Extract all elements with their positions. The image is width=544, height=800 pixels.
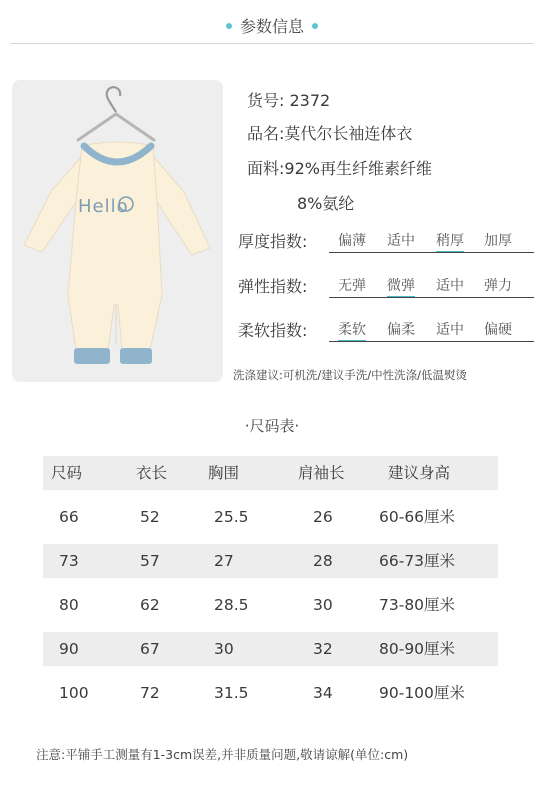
item-number-value: 2372 (289, 91, 331, 110)
table-row (43, 676, 498, 710)
elasticity-scale-line (329, 297, 534, 298)
left-cuff (74, 348, 110, 364)
table-header-cell: 衣长 (136, 464, 168, 482)
table-header-cell: 尺码 (51, 464, 83, 482)
table-cell: 30 (214, 640, 234, 658)
softness-scale (238, 318, 534, 342)
table-cell: 34 (313, 684, 333, 702)
table-cell: 90 (59, 640, 79, 658)
table-cell: 31.5 (214, 684, 249, 702)
table-cell: 67 (140, 640, 160, 658)
thickness-scale-line (329, 252, 534, 253)
table-cell: 28 (313, 552, 333, 570)
fabric-value-2: 8%氨纶 (297, 194, 355, 213)
table-cell: 27 (214, 552, 234, 570)
item-number-label: 货号: (247, 91, 285, 110)
softness-option: 偏柔 (387, 322, 415, 338)
garment-print-text: Hello (78, 196, 129, 217)
table-cell: 32 (313, 640, 333, 658)
table-row (43, 632, 498, 666)
softness-option-selected: 柔软 (338, 319, 366, 339)
thickness-option-selected: 稍厚 (436, 230, 464, 250)
thickness-scale (238, 229, 534, 253)
elasticity-option: 无弹 (338, 278, 366, 294)
elasticity-scale (238, 274, 534, 298)
wash-advice: 洗涤建议:可机洗/建议手洗/中性洗涤/低温熨烫 (233, 368, 467, 382)
softness-option: 偏硬 (484, 322, 512, 338)
table-cell: 62 (140, 596, 160, 614)
elasticity-option-selected: 微弹 (387, 275, 415, 295)
table-cell: 25.5 (214, 508, 249, 526)
table-cell: 60-66厘米 (379, 508, 456, 526)
product-name-row (247, 121, 412, 144)
table-cell: 57 (140, 552, 160, 570)
section-title (0, 14, 544, 37)
table-cell: 90-100厘米 (379, 684, 465, 702)
thickness-option: 适中 (387, 233, 415, 249)
thickness-label: 厚度指数: (238, 232, 308, 251)
thickness-option: 偏薄 (338, 233, 366, 249)
table-cell: 26 (313, 508, 333, 526)
softness-option: 适中 (436, 322, 464, 338)
bullet-dot-icon (312, 23, 318, 29)
elasticity-label: 弹性指数: (238, 277, 308, 296)
right-cuff (120, 348, 152, 364)
measurement-note: 注意:平铺手工测量有1-3cm误差,并非质量问题,敬请谅解(单位:cm) (36, 747, 409, 762)
table-cell: 52 (140, 508, 160, 526)
hanger-hook-icon (107, 87, 121, 112)
product-name-label: 品名: (247, 124, 285, 143)
table-cell: 73-80厘米 (379, 596, 456, 614)
table-header-cell: 建议身高 (388, 464, 451, 482)
fabric-row (247, 156, 432, 179)
product-name-value: 莫代尔长袖连体衣 (284, 124, 413, 143)
table-cell: 66 (59, 508, 79, 526)
table-cell: 30 (313, 596, 333, 614)
table-cell: 100 (59, 684, 89, 702)
softness-scale-line (329, 341, 534, 342)
softness-label: 柔软指数: (238, 321, 308, 340)
thickness-option: 加厚 (484, 233, 512, 249)
table-cell: 66-73厘米 (379, 552, 456, 570)
title-divider (10, 43, 534, 44)
table-row (43, 588, 498, 622)
size-table (43, 456, 498, 710)
romper-illustration (12, 80, 223, 382)
hanger-bar-icon (78, 114, 154, 140)
fabric-value-1: 92%再生纤维素纤维 (284, 159, 432, 178)
fabric-row-2 (297, 191, 354, 214)
table-cell: 73 (59, 552, 79, 570)
product-image (12, 80, 223, 382)
bullet-dot-icon (226, 23, 232, 29)
table-cell: 72 (140, 684, 160, 702)
table-row (43, 544, 498, 578)
table-cell: 80 (59, 596, 79, 614)
fabric-label: 面料: (247, 159, 285, 178)
table-row (43, 500, 498, 534)
item-number-row (247, 88, 330, 111)
elasticity-option: 适中 (436, 278, 464, 294)
table-header-cell: 胸围 (208, 464, 240, 482)
table-header-row (43, 456, 498, 490)
table-cell: 28.5 (214, 596, 249, 614)
elasticity-option: 弹力 (484, 278, 512, 294)
table-cell: 80-90厘米 (379, 640, 456, 658)
table-header-cell: 肩袖长 (298, 464, 345, 482)
section-title-text: 参数信息 (239, 17, 304, 36)
size-chart-title: ·尺码表· (244, 417, 300, 435)
